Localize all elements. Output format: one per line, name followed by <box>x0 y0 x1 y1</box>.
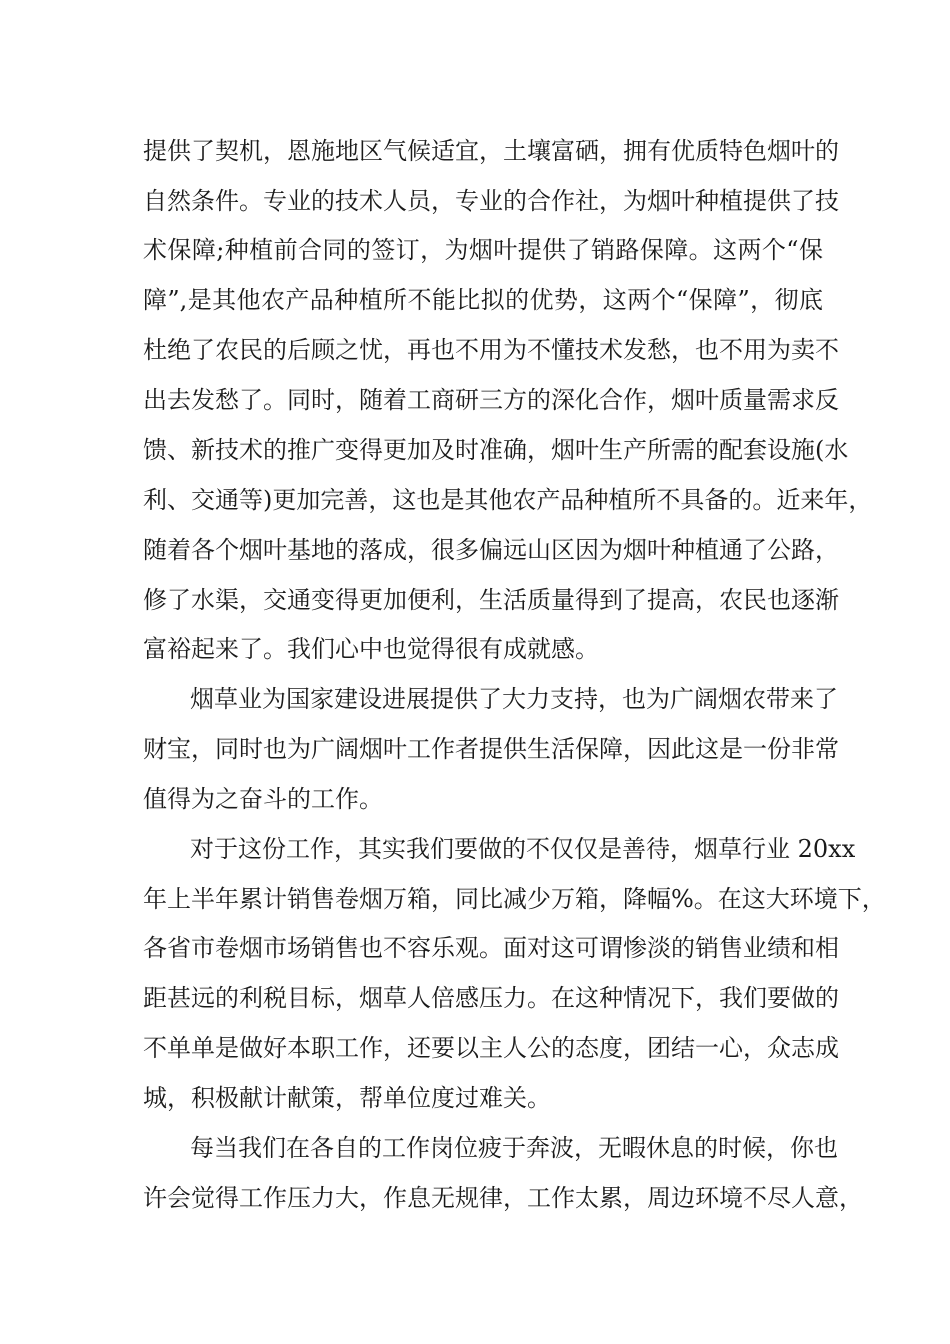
text-line: 出去发愁了。同时，随着工商研三方的深化合作，烟叶质量需求反 <box>143 386 839 414</box>
paragraph-first-line: 烟草业为国家建设进展提供了大力支持，也为广阔烟农带来了 <box>190 685 838 713</box>
text-line: 许会觉得工作压力大，作息无规律，工作太累，周边环境不尽人意， <box>143 1184 863 1212</box>
text-line: 富裕起来了。我们心中也觉得很有成就感。 <box>143 635 599 663</box>
text-line: 财宝，同时也为广阔烟叶工作者提供生活保障，因此这是一份非常 <box>143 735 839 763</box>
text-line: 城，积极献计献策，帮单位度过难关。 <box>143 1084 551 1112</box>
text-line: 年上半年累计销售卷烟万箱，同比减少万箱，降幅%。在这大环境下， <box>143 885 886 913</box>
text-line: 利、交通等)更加完善，这也是其他农产品种植所不具备的。近来年， <box>143 486 873 514</box>
text-line: 不单单是做好本职工作，还要以主人公的态度，团结一心，众志成 <box>143 1034 839 1062</box>
text-line: 馈、新技术的推广变得更加及时准确，烟叶生产所需的配套设施(水 <box>143 436 849 464</box>
paragraph-first-line: 对于这份工作，其实我们要做的不仅仅是善待，烟草行业 20xx <box>190 835 856 863</box>
paragraph-first-line: 每当我们在各自的工作岗位疲于奔波，无暇休息的时候，你也 <box>190 1134 838 1162</box>
text-line: 值得为之奋斗的工作。 <box>143 785 383 813</box>
text-line: 距甚远的利税目标，烟草人倍感压力。在这种情况下，我们要做的 <box>143 984 839 1012</box>
text-line: 各省市卷烟市场销售也不容乐观。面对这可谓惨淡的销售业绩和相 <box>143 934 839 962</box>
text-line: 自然条件。专业的技术人员，专业的合作社，为烟叶种植提供了技 <box>143 187 839 215</box>
text-line: 提供了契机，恩施地区气候适宜，土壤富硒，拥有优质特色烟叶的 <box>143 137 839 165</box>
text-line: 修了水渠，交通变得更加便利，生活质量得到了提高，农民也逐渐 <box>143 586 839 614</box>
text-line: 杜绝了农民的后顾之忧，再也不用为不懂技术发愁，也不用为卖不 <box>143 336 839 364</box>
text-line: 术保障;种植前合同的签订，为烟叶提供了销路保障。这两个“保 <box>143 236 823 264</box>
text-line: 随着各个烟叶基地的落成，很多偏远山区因为烟叶种植通了公路， <box>143 536 839 564</box>
text-line: 障”,是其他农产品种植所不能比拟的优势，这两个“保障”，彻底 <box>143 286 823 314</box>
